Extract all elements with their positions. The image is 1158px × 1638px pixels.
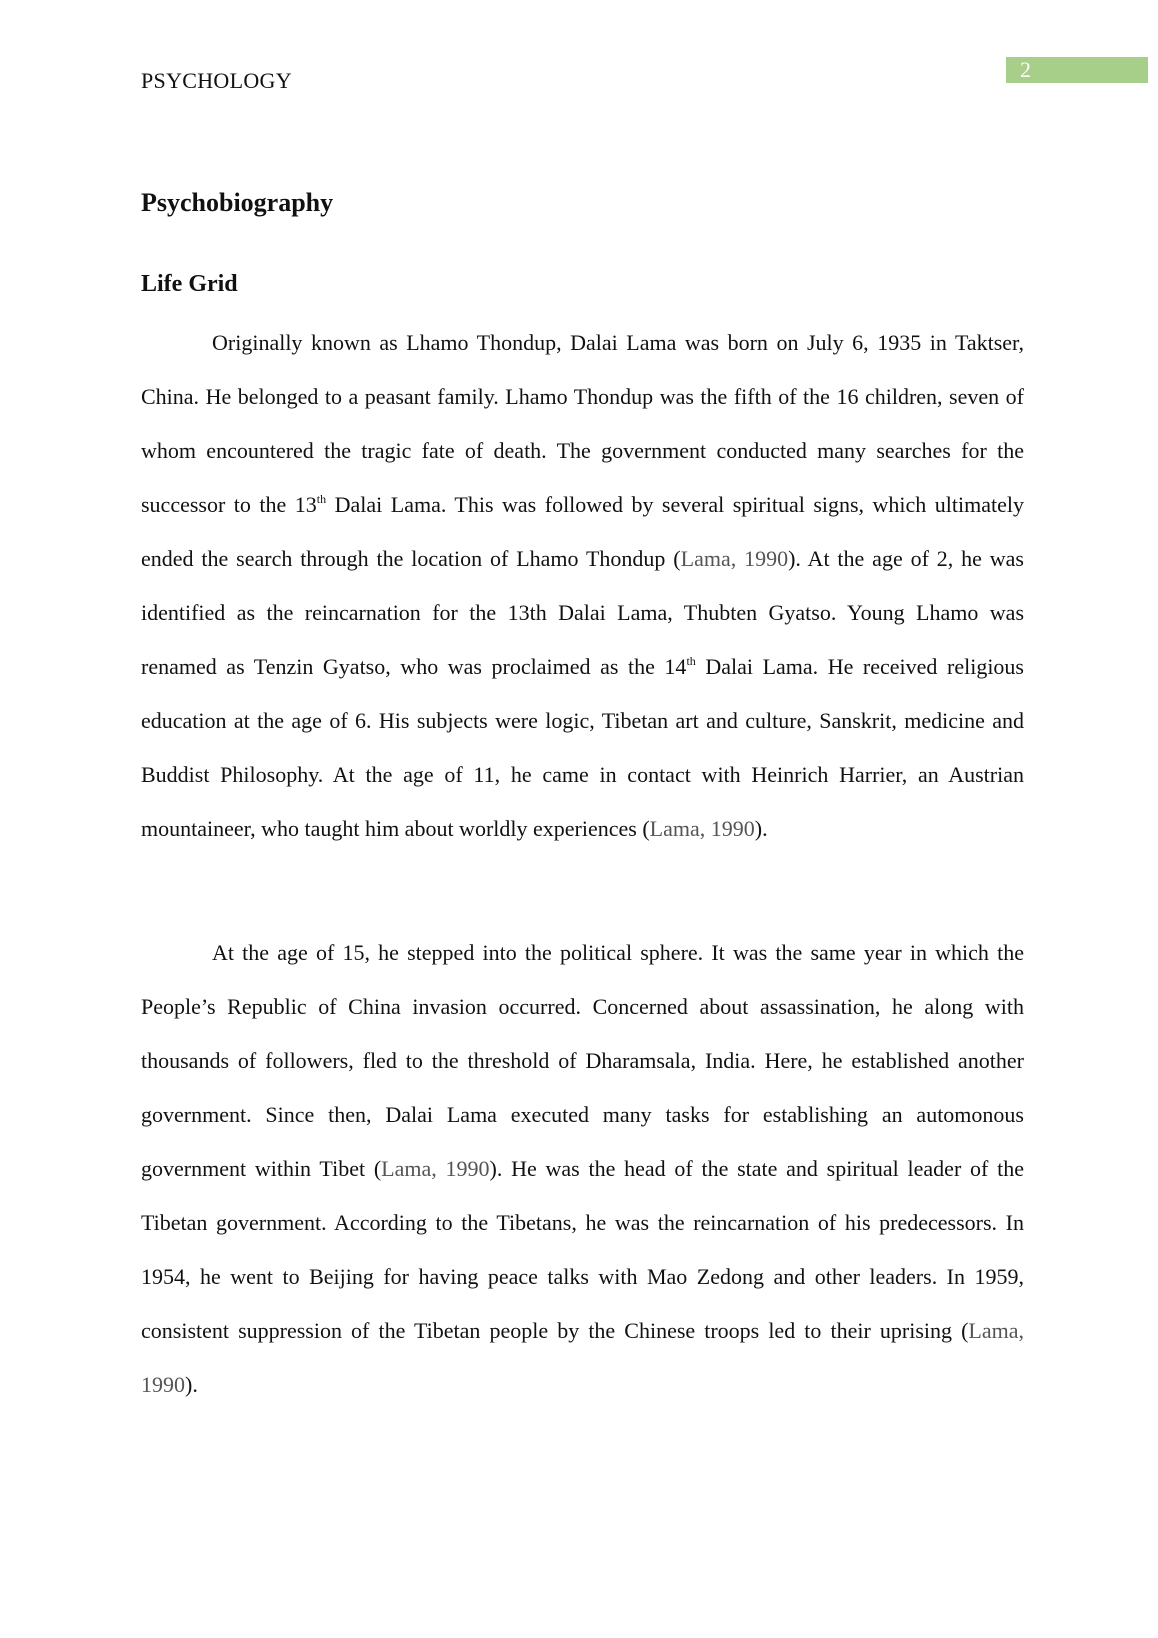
paragraph-1-text-2: Dalai Lama. This was followed by several spiritual signs, which ultimately ended the search through the location of Lhamo Thondup ( [141, 492, 1025, 571]
paragraph-2-text-3: ). [185, 1372, 198, 1397]
page-number: 2 [1020, 57, 1031, 82]
page-number-box [1006, 57, 1148, 83]
paragraph-1-text-3: ). At the age of 2, he was identified as the reincarnation for the 13th Dalai Lama, Thubten Gyatso. Young Lhamo was renamed as Tenzin Gyatso, who was proclaimed as the 14 [141, 546, 1024, 679]
citation: Lama, 1990 [141, 1318, 1024, 1397]
paragraph-2-text-1: At the age of 15, he stepped into the political sphere. It was the same year in which the People’s Republic of China invasion occurred. Concerned about assassination, he along with thousands of followers, fled to the threshold of Dharamsala, India. Here, he established another government. Since then, Dalai Lama executed many tasks for establishing an automonous government within Tibet ( [141, 940, 1024, 1181]
subsection-title: Life Grid [141, 271, 238, 297]
paragraph-2-text-2: ). He was the head of the state and spiritual leader of the Tibetan government. According to the Tibetans, he was the reincarnation of his predecessors. In 1954, he went to Beijing for having peace talks with Mao Zedong and other leaders. In 1959, consistent suppression of the Tibetan people by the Chinese troops led to their uprising ( [141, 1156, 1024, 1343]
ordinal-superscript: th [686, 654, 696, 668]
citation: Lama, 1990 [649, 816, 755, 841]
citation: Lama, 1990 [381, 1156, 490, 1181]
paragraph-1-text-1: Originally known as Lhamo Thondup, Dalai Lama was born on July 6, 1935 in Taktser, China. He belonged to a peasant family. Lhamo Thondup was the fifth of the 16 children, seven of whom encountered the tragic fate of death. The government conducted many searches for the successor to the 13 [141, 330, 1024, 517]
citation: Lama, 1990 [680, 546, 789, 571]
running-head: PSYCHOLOGY [141, 68, 292, 93]
paragraph-1 [141, 316, 1024, 856]
paragraph-1-text-5: ). [754, 816, 768, 841]
section-title: Psychobiography [141, 188, 334, 217]
ordinal-superscript: th [316, 492, 327, 506]
paragraph-1-text-4: Dalai Lama. He received religious education at the age of 6. His subjects were logic, Tibetan art and culture, Sanskrit, medicine and Buddist Philosophy. At the age of 11, he came in contact with Heinrich Harrier, an Austrian mountaineer, who taught him about worldly experiences ( [141, 654, 1024, 841]
paragraph-2 [141, 926, 1024, 1412]
